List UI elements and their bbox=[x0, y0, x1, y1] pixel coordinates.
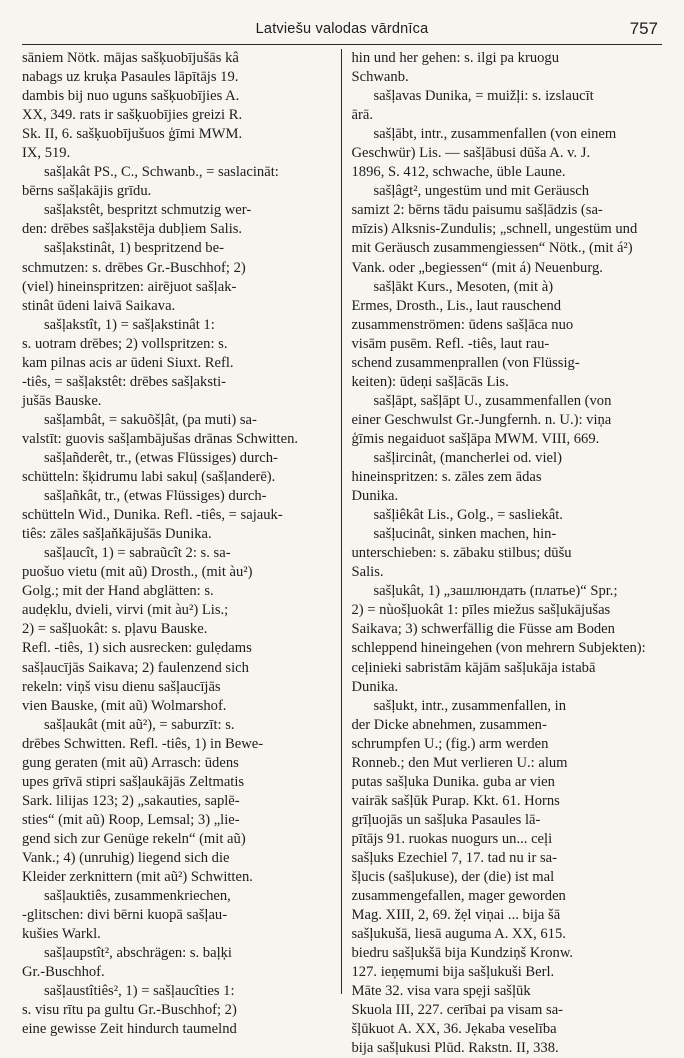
text-line: schmutzen: s. drēbes Gr.-Buschhof; 2) bbox=[22, 259, 246, 276]
text-line: IX, 519. bbox=[22, 145, 71, 162]
text-line: sašļaukât (mit aũ²), = saburzīt: s. bbox=[44, 716, 235, 733]
text-line: keiten): ūdeņi sašļācās Lis. bbox=[351, 373, 509, 390]
text-line: sašļucinât, sinken machen, hin- bbox=[373, 526, 557, 543]
text-line: bērns sašļakājis grīdu. bbox=[22, 183, 152, 200]
text-line: hineinspritzen: s. zāles zem ādas bbox=[351, 469, 542, 486]
text-line: sašļâgt², ungestüm und mit Geräusch bbox=[373, 183, 590, 200]
text-line: s. visu rītu pa gultu Gr.-Buschhof; 2) bbox=[22, 1002, 237, 1019]
text-line: mit Geräusch zusammengiessen“ Nötk., (mit á²) bbox=[351, 240, 633, 257]
text-line: sašļambât, = sakuõšļât, (pa muti) sa- bbox=[44, 411, 257, 428]
text-line: visām pusēm. Refl. -tiês, laut rau- bbox=[351, 335, 550, 352]
text-line: 1896, S. 412, schwache, üble Laune. bbox=[351, 164, 566, 181]
text-line: vien Bauske, (mit aũ) Wolmarshof. bbox=[22, 697, 227, 714]
text-line: den: drēbes sašļakstēja dubļiem Salis. bbox=[22, 221, 243, 238]
text-line: schend zusammenprallen (von Flüssig- bbox=[351, 354, 580, 371]
text-line: schrumpfen U.; (fig.) arm werden bbox=[351, 735, 549, 752]
text-line: vairāk sašļūk Purap. Kkt. 61. Horns bbox=[351, 792, 560, 809]
text-line: mīzis) Alksnis-Zundulis; „schnell, ungestüm und bbox=[351, 221, 638, 238]
text-line: gung geraten (mit aũ) Arrasch: ūdens bbox=[22, 754, 239, 771]
text-line: sašļuks Ezechiel 7, 17. tad nu ir sa- bbox=[351, 849, 557, 866]
text-line: sašļukt, intr., zusammenfallen, in bbox=[373, 697, 567, 714]
text-line: samizt 2: bērns tādu paisumu sašļādzis (sa- bbox=[351, 202, 603, 219]
text-line: Mag. XIII, 2, 69. žẹl viņai ... bija šā bbox=[351, 907, 561, 924]
text-line: Ronneb.; den Mut verlieren U.: alum bbox=[351, 754, 568, 771]
text-line: rekeln: viņš visu dienu sašļaucījās bbox=[22, 678, 221, 695]
text-line: 127. ieņẹmumi bija sašļukuši Berl. bbox=[351, 964, 555, 981]
text-line: bija sašļukusi Plūd. Rakstn. II, 338. bbox=[351, 1040, 559, 1057]
text-line: XX, 349. rats ir sašķuobījies greizi R. bbox=[22, 107, 243, 124]
text-line: sties“ (mit aũ) Roop, Lemsal; 3) „lie- bbox=[22, 811, 240, 828]
text-line: 2) = sašļuokât: s. pļavu Bauske. bbox=[22, 621, 208, 638]
text-line: sašļañderêt, tr., (etwas Flüssiges) durch- bbox=[44, 449, 278, 466]
text-line: (viel) hineinspritzen: airējuot sašļak- bbox=[22, 278, 237, 295]
text-line: sašļircinât, (mancherlei od. viel) bbox=[373, 449, 562, 466]
text-line: sašļukât, 1) „зашлюндать (платье)“ Spr.; bbox=[373, 583, 618, 600]
text-line: zusammenströmen: ūdens sašļāca nuo bbox=[351, 316, 574, 333]
text-line: der Dicke abnehmen, zusammen- bbox=[351, 716, 547, 733]
text-line: sašļukušā, liesā auguma A. XX, 615. bbox=[351, 926, 566, 943]
text-line: sašļakstinât, 1) bespritzend be- bbox=[44, 240, 224, 257]
text-line: Dunika. bbox=[351, 488, 399, 505]
text-line: Sark. lilijas 123; 2) „sakauties, saplē- bbox=[22, 792, 240, 809]
text-line: -glitschen: divi bērni kuopā sašļau- bbox=[22, 907, 228, 924]
text-line: gend sich zur Genüge rekeln“ (mit aũ) bbox=[22, 830, 246, 847]
text-line: šļūkuot A. XX, 36. Jẹkaba veselība bbox=[351, 1021, 557, 1038]
page-header bbox=[22, 18, 662, 45]
text-line: kam pilnas acis ar ūdeni Siuxt. Refl. bbox=[22, 354, 234, 371]
text-line: sašļavas Dunika, = muižļi: s. izslaucīt bbox=[373, 88, 594, 105]
text-line: upes grīvā stipri sašļaukājās Zeltmatis bbox=[22, 773, 245, 790]
text-line: einer Geschwulst Gr.-Jungfernh. n. U.): viņa bbox=[351, 411, 612, 428]
text-line: sašļakât PS., C., Schwanb., = saslacināt: bbox=[44, 164, 279, 181]
text-line: schütteln: šķidrumu labi sakuļ (sašļanderē). bbox=[22, 469, 276, 486]
text-line: sašļākt Kurs., Mesoten, (mit à) bbox=[373, 278, 554, 295]
text-line: Schwanb. bbox=[351, 69, 409, 86]
text-line: sašļāpt, sašļāpt U., zusammenfallen (von bbox=[373, 392, 612, 409]
left-column bbox=[22, 49, 341, 1038]
text-line: sašļakstêt, bespritzt schmutzig wer- bbox=[44, 202, 252, 219]
text-line: sāniem Nötk. mājas sašķuobījušās kâ bbox=[22, 50, 239, 66]
text-line: kušies Warkl. bbox=[22, 926, 101, 943]
text-line: audẹklu, dvieli, virvi (mit àu²) Lis.; bbox=[22, 602, 229, 619]
text-line: Refl. -tiês, 1) sich ausrecken: gulẹdams bbox=[22, 640, 252, 657]
text-line: sašļaupstît², abschrägen: s. baļķi bbox=[44, 945, 232, 962]
text-line: 2) = nùošļuokât 1: pīles miežus sašļukājušas bbox=[351, 602, 611, 619]
text-line: Geschwür) Lis. — sašļābusi dūša A. v. J. bbox=[351, 145, 591, 162]
text-line: Ermes, Drosth., Lis., laut rauschend bbox=[351, 297, 562, 314]
running-title: Latviešu valodas vārdnīca bbox=[255, 21, 429, 37]
text-line: Golg.; mit der Hand abglätten: s. bbox=[22, 583, 214, 600]
text-line: Kleider zerknittern (mit aũ²) Schwitten. bbox=[22, 869, 253, 886]
text-line: dambis bij nuo uguns sašķuobījies A. bbox=[22, 88, 240, 105]
text-line: sašļañkât, tr., (etwas Flüssiges) durch- bbox=[44, 488, 267, 505]
text-line: grīļuojās un sašļuka Pasaules lā- bbox=[351, 811, 541, 828]
text-line: schleppend hineingehen (von mehrern Subjekten): bbox=[351, 640, 646, 657]
text-line: valstīt: guovis sašļambājušas drānas Schwitten. bbox=[22, 430, 299, 447]
text-line: sašļaustîtiês², 1) = sašļaucîties 1: bbox=[44, 983, 235, 1000]
text-line: eine gewisse Zeit hindurch taumelnd bbox=[22, 1021, 237, 1038]
text-line: sašļiêkât Lis., Golg., = sasliekât. bbox=[373, 507, 563, 524]
text-line: Sk. II, 6. sašķuobījušuos ģīmi MWM. bbox=[22, 126, 243, 143]
text-line: sašļauktiês, zusammenkriechen, bbox=[44, 888, 231, 905]
text-line: tiês: zāles sašļaňkājušās Dunika. bbox=[22, 526, 212, 543]
text-line: jušās Bauske. bbox=[22, 392, 102, 409]
text-line: unterschieben: s. zābaku stilbus; dūšu bbox=[351, 545, 572, 562]
text-line: pītājs 91. ruokas nuogurs un... ceļi bbox=[351, 830, 553, 847]
text-line: stinât ūdeni laivā Saikava. bbox=[22, 297, 176, 314]
text-line: schütteln Wid., Dunika. Refl. -tiês, = sajauk- bbox=[22, 507, 283, 524]
text-line: Māte 32. visa vara spẹji sašļūk bbox=[351, 983, 531, 1000]
text-line: s. uotram drēbes; 2) vollspritzen: s. bbox=[22, 335, 228, 352]
text-line: puošuo vietu (mit aũ) Drosth., (mit àu²) bbox=[22, 564, 253, 581]
text-line: ārā. bbox=[351, 107, 373, 124]
right-column bbox=[342, 49, 663, 1057]
text-line: biedru sašļukšā bija Kundziņš Kronw. bbox=[351, 945, 574, 962]
text-line: sašļakstît, 1) = sašļakstinât 1: bbox=[44, 316, 215, 333]
text-line: hin und her gehen: s. ilgi pa kruogu bbox=[351, 50, 560, 66]
text-line: zusammengefallen, mager geworden bbox=[351, 888, 566, 905]
text-line: putas sašļuka Dunika. guba ar vien bbox=[351, 773, 555, 790]
text-line: sašļābt, intr., zusammenfallen (von einem bbox=[373, 126, 617, 143]
text-line: drēbes Schwitten. Refl. -tiês, 1) in Bewe- bbox=[22, 735, 264, 752]
text-line: Vank.; 4) (unruhig) liegend sich die bbox=[22, 849, 230, 866]
text-line: Salis. bbox=[351, 564, 384, 581]
text-line: ģīmis negaiduot sašļāpa MWM. VIII, 669. bbox=[351, 430, 600, 447]
text-line: Saikava; 3) schwerfällig die Füsse am Boden bbox=[351, 621, 615, 638]
text-line: šļucis (sašļukuse), der (die) ist mal bbox=[351, 869, 555, 886]
text-line: nabags uz kruķa Pasaules lāpītājs 19. bbox=[22, 69, 239, 86]
text-line: -tiês, = sašļakstêt: drēbes sašļaksti- bbox=[22, 373, 226, 390]
page-number: 757 bbox=[629, 19, 658, 38]
text-line: ceļinieki sabristām kājām sašļukāja istabā bbox=[351, 659, 596, 676]
text-line: sašļaucījās Saikava; 2) faulenzend sich bbox=[22, 659, 249, 676]
text-columns bbox=[22, 49, 662, 1057]
text-line: Gr.-Buschhof. bbox=[22, 964, 105, 981]
text-line: Skuola III, 227. cerībai pa visam sa- bbox=[351, 1002, 564, 1019]
text-line: Dunika. bbox=[351, 678, 399, 695]
text-line: sašļaucît, 1) = sabraũcît 2: s. sa- bbox=[44, 545, 231, 562]
text-line: Vank. oder „begiessen“ (mit á) Neuenburg. bbox=[351, 259, 603, 276]
